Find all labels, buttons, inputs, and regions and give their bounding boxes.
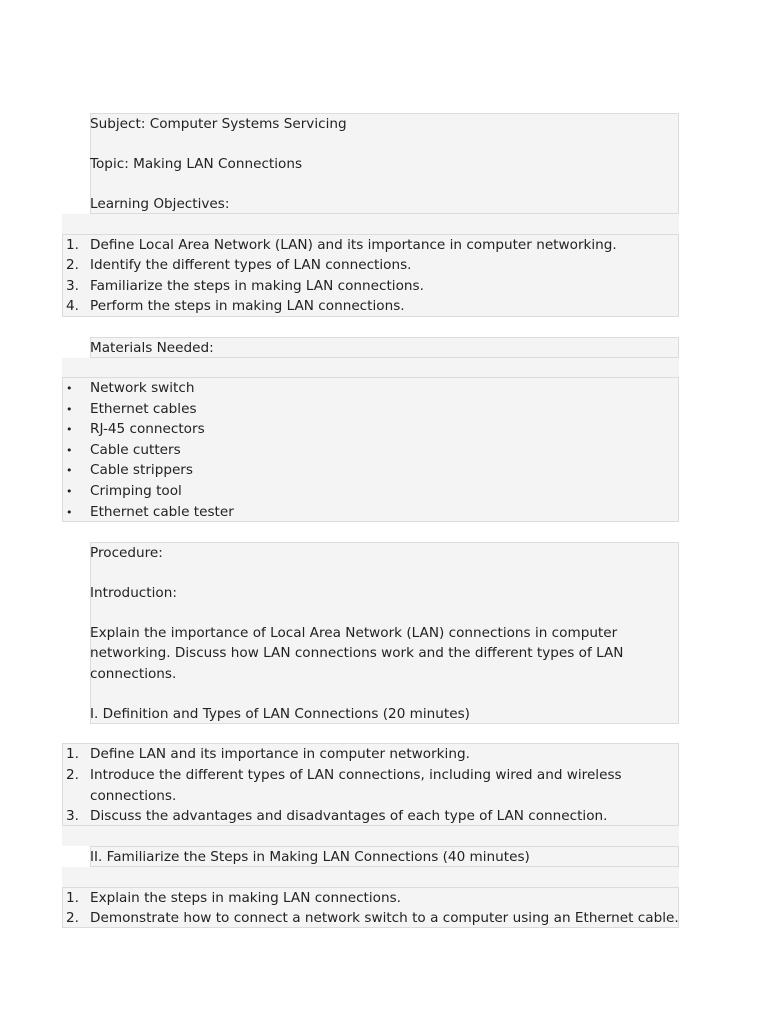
materials-heading: Materials Needed: (90, 340, 214, 356)
objectives-heading: Learning Objectives: (90, 196, 230, 212)
spacer (62, 867, 679, 887)
bullet-marker: • (66, 444, 73, 457)
introduction-text: connections. (90, 666, 177, 682)
list-item: Introduce the different types of LAN connections, including wired and wireless (90, 767, 622, 783)
section-2-heading: II. Familiarize the Steps in Making LAN Connections (40 minutes) (90, 849, 530, 865)
list-item: RJ-45 connectors (90, 421, 205, 437)
list-item-continuation: connections. (90, 788, 177, 804)
subject-line: Subject: Computer Systems Servicing (90, 116, 347, 132)
introduction-text: networking. Discuss how LAN connections work and the different types of LAN (90, 645, 624, 661)
list-item: Define Local Area Network (LAN) and its importance in computer networking. (90, 237, 617, 253)
list-number: 3. (66, 808, 79, 824)
spacer (62, 358, 679, 377)
list-item: Network switch (90, 380, 195, 396)
bullet-marker: • (66, 506, 73, 519)
list-item: Discuss the advantages and disadvantages of each type of LAN connection. (90, 808, 608, 824)
list-item: Ethernet cable tester (90, 504, 234, 520)
list-item: Define LAN and its importance in computer networking. (90, 746, 470, 762)
list-number: 4. (66, 298, 79, 314)
section-1-heading: I. Definition and Types of LAN Connections (20 minutes) (90, 706, 470, 722)
spacer (62, 826, 679, 846)
list-item: Ethernet cables (90, 401, 197, 417)
list-number: 1. (66, 890, 79, 906)
list-number: 1. (66, 746, 79, 762)
bullet-marker: • (66, 403, 73, 416)
introduction-text: Explain the importance of Local Area Network (LAN) connections in computer (90, 625, 618, 641)
bullet-marker: • (66, 464, 73, 477)
list-item: Demonstrate how to connect a network switch to a computer using an Ethernet cable. (90, 910, 679, 926)
list-number: 2. (66, 257, 79, 273)
list-item: Explain the steps in making LAN connections. (90, 890, 401, 906)
list-number: 2. (66, 910, 79, 926)
list-item: Cable cutters (90, 442, 181, 458)
bullet-marker: • (66, 423, 73, 436)
list-item: Familiarize the steps in making LAN connections. (90, 278, 424, 294)
list-item: Identify the different types of LAN connections. (90, 257, 412, 273)
list-item: Perform the steps in making LAN connections. (90, 298, 405, 314)
list-number: 2. (66, 767, 79, 783)
bullet-marker: • (66, 485, 73, 498)
introduction-heading: Introduction: (90, 585, 177, 601)
list-item: Crimping tool (90, 483, 182, 499)
spacer (62, 214, 679, 234)
bullet-marker: • (66, 382, 73, 395)
list-number: 3. (66, 278, 79, 294)
procedure-heading: Procedure: (90, 545, 163, 561)
list-number: 1. (66, 237, 79, 253)
list-item: Cable strippers (90, 462, 193, 478)
topic-line: Topic: Making LAN Connections (90, 156, 303, 172)
